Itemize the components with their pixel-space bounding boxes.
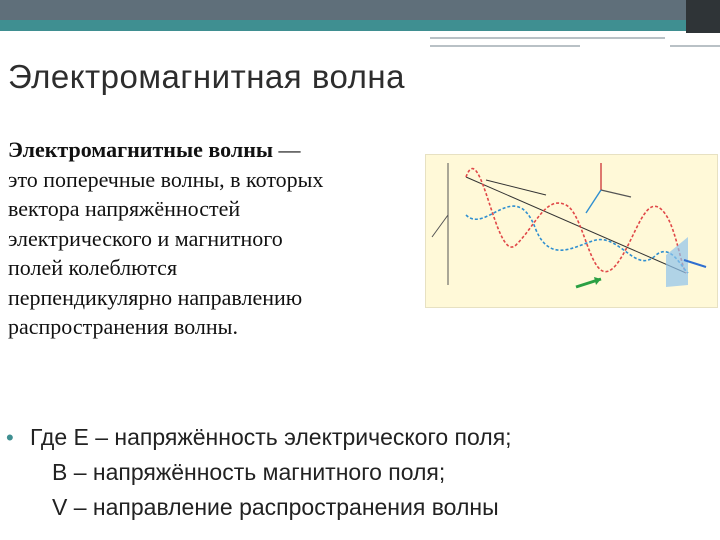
b-axis-arrow — [586, 190, 601, 213]
magnetic-field-wave — [466, 206, 688, 273]
bullet-marker: • — [6, 425, 14, 450]
header-bar-dark — [0, 0, 720, 20]
definition-dash: — — [273, 137, 301, 162]
bullet-line: V – направление распространения волны — [52, 494, 499, 520]
axis-line — [432, 215, 448, 237]
propagation-axis — [466, 177, 686, 273]
definition-line: полей колеблются — [8, 255, 178, 280]
definition-text — [8, 135, 428, 342]
definition-line: это поперечные волны, в которых — [8, 166, 324, 192]
slide-title: Электромагнитная волна — [8, 58, 405, 95]
bullet-list — [6, 420, 710, 525]
definition-line: распространения волны. — [8, 314, 238, 339]
bullet-line: B – напряжённость магнитного поля; — [52, 459, 446, 485]
header-corner-block — [686, 0, 720, 33]
v-axis-arrow — [601, 190, 631, 197]
header-divider-line — [430, 37, 665, 39]
definition-line — [8, 135, 428, 165]
definition-term: Электромагнитные волны — [8, 137, 274, 162]
definition-line: перпендикулярно направлению — [8, 284, 303, 310]
em-wave-illustration — [425, 154, 718, 308]
wavelength-marker — [486, 180, 546, 195]
definition-line: электрического и магнитного — [8, 225, 283, 251]
em-wave-diagram — [426, 155, 717, 307]
header-bar-teal — [0, 20, 720, 31]
header-divider-line — [430, 45, 580, 47]
definition-line: вектора напряжённостей — [8, 196, 241, 221]
header-divider-line — [670, 45, 720, 47]
bullet-line: Где E – напряжённость электрического поля; — [30, 424, 512, 450]
